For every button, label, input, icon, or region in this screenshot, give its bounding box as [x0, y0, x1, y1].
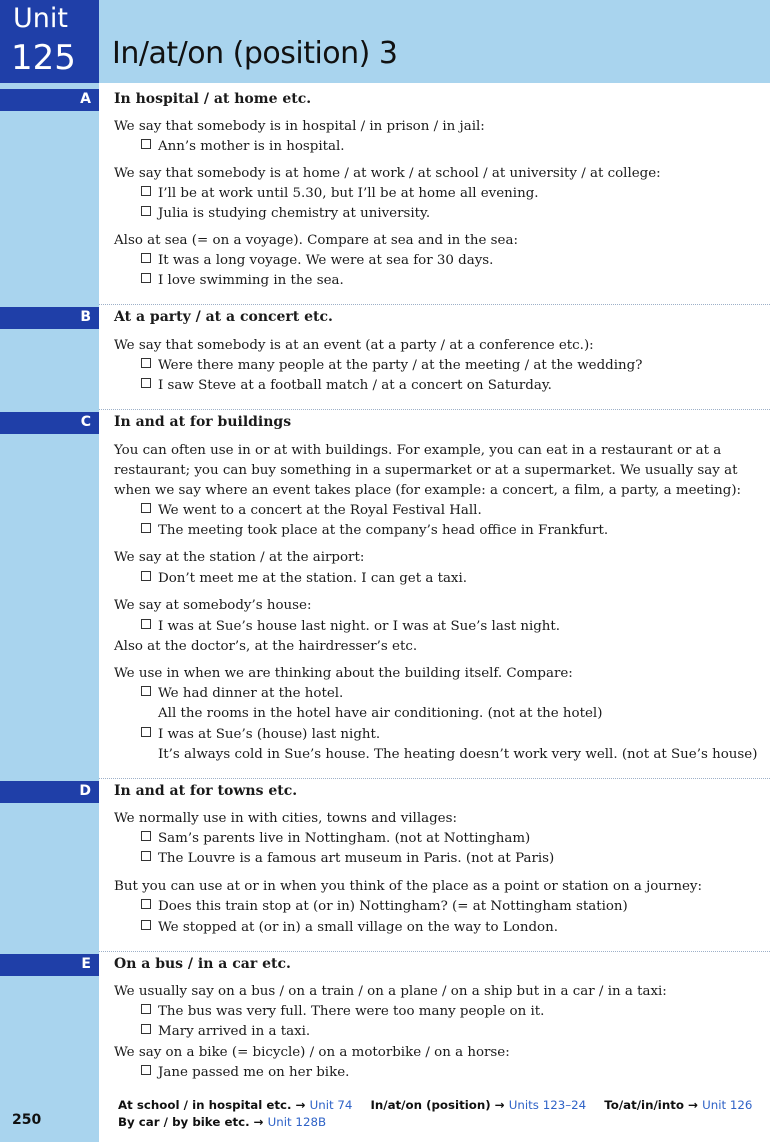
checkbox-bullet-icon — [141, 1065, 151, 1075]
example-line: The Louvre is a famous art museum in Paris. (not at Paris) — [141, 850, 554, 868]
rule-text: Also at the doctor’s, at the hairdresser’s etc. — [114, 639, 418, 654]
rule-text: We use in when we are thinking about the building itself. Compare: — [114, 666, 573, 681]
checkbox-bullet-icon — [141, 686, 151, 696]
example-line: Jane passed me on her bike. — [141, 1064, 349, 1082]
cross-ref-link[interactable]: Units 123–24 — [508, 1098, 587, 1112]
checkbox-bullet-icon — [141, 619, 151, 629]
cross-ref-link[interactable]: Unit 74 — [309, 1098, 353, 1112]
rule-text: We say at somebody’s house: — [114, 598, 312, 613]
unit-label: Unit — [13, 3, 68, 34]
section-divider — [99, 778, 770, 779]
example-line: Don’t meet me at the station. I can get a taxi. — [141, 570, 467, 588]
section-b-bar — [0, 307, 99, 329]
checkbox-bullet-icon — [141, 899, 151, 909]
section-c-heading: In and at for buildings — [114, 414, 292, 430]
rule-text: We say that somebody is in hospital / in prison / in jail: — [114, 119, 485, 134]
checkbox-bullet-icon — [141, 206, 151, 216]
example-line: The meeting took place at the company’s head office in Frankfurt. — [141, 522, 608, 540]
section-b-heading: At a party / at a concert etc. — [114, 309, 333, 325]
checkbox-bullet-icon — [141, 1004, 151, 1014]
section-c-bar — [0, 412, 99, 434]
rule-text: Also at sea (= on a voyage). Compare at sea and in the sea: — [114, 233, 518, 248]
section-d-bar — [0, 781, 99, 803]
checkbox-bullet-icon — [141, 358, 151, 368]
example-line: Mary arrived in a taxi. — [141, 1023, 310, 1041]
checkbox-bullet-icon — [141, 253, 151, 263]
rule-text: when we say where an event takes place (for example: a concert, a film, a party, a meeting): — [114, 483, 742, 498]
example-line: I love swimming in the sea. — [141, 272, 344, 290]
unit-box — [0, 0, 99, 83]
example-line: Sam’s parents live in Nottingham. (not at Nottingham) — [141, 830, 530, 848]
section-e-bar — [0, 954, 99, 976]
example-continuation: All the rooms in the hotel have air conditioning. (not at the hotel) — [158, 706, 603, 721]
cross-references — [118, 1115, 326, 1129]
page-title: In/at/on (position) 3 — [112, 36, 398, 71]
section-letter: A — [80, 91, 91, 107]
example-line: I’ll be at work until 5.30, but I’ll be at home all evening. — [141, 185, 539, 203]
example-line: Were there many people at the party / at the meeting / at the wedding? — [141, 357, 642, 375]
cross-ref-text: At school / in hospital etc. → — [118, 1098, 306, 1112]
example-line: I was at Sue’s house last night. or I was at Sue’s last night. — [141, 618, 560, 636]
section-e-heading: On a bus / in a car etc. — [114, 956, 291, 972]
rule-text: We say at the station / at the airport: — [114, 550, 365, 565]
section-d-heading: In and at for towns etc. — [114, 783, 298, 799]
rule-text: But you can use at or in when you think of the place as a point or station on a journey: — [114, 879, 702, 894]
example-line: We had dinner at the hotel. — [141, 685, 343, 703]
cross-ref-text: To/at/in/into → — [604, 1098, 698, 1112]
example-line: I saw Steve at a football match / at a concert on Saturday. — [141, 377, 552, 395]
cross-ref-text: In/at/on (position) → — [370, 1098, 505, 1112]
example-line: It was a long voyage. We were at sea for 30 days. — [141, 252, 493, 270]
checkbox-bullet-icon — [141, 273, 151, 283]
checkbox-bullet-icon — [141, 503, 151, 513]
section-letter: E — [81, 956, 91, 972]
example-line: Does this train stop at (or in) Nottingham? (= at Nottingham station) — [141, 898, 628, 916]
checkbox-bullet-icon — [141, 139, 151, 149]
rule-text: We say on a bike (= bicycle) / on a motorbike / on a horse: — [114, 1045, 510, 1060]
cross-ref-link[interactable]: Unit 126 — [702, 1098, 753, 1112]
checkbox-bullet-icon — [141, 571, 151, 581]
checkbox-bullet-icon — [141, 523, 151, 533]
rule-text: You can often use in or at with buildings. For example, you can eat in a restaurant or at a — [114, 443, 722, 458]
rule-text: We say that somebody is at home / at work / at school / at university / at college: — [114, 166, 661, 181]
example-line: Ann’s mother is in hospital. — [141, 138, 345, 156]
cross-ref-text: By car / by bike etc. → — [118, 1115, 264, 1129]
section-letter: C — [80, 414, 91, 430]
example-line: The bus was very full. There were too many people on it. — [141, 1003, 544, 1021]
section-letter: D — [79, 783, 91, 799]
rule-text: We normally use in with cities, towns and villages: — [114, 811, 457, 826]
section-letter: B — [80, 309, 91, 325]
example-line: We stopped at (or in) a small village on the way to London. — [141, 919, 558, 937]
example-continuation: It’s always cold in Sue’s house. The heating doesn’t work very well. (not at Sue’s house) — [158, 747, 758, 762]
checkbox-bullet-icon — [141, 727, 151, 737]
rule-text: restaurant; you can buy something in a supermarket or at a supermarket. We usually say at — [114, 463, 738, 478]
checkbox-bullet-icon — [141, 378, 151, 388]
rule-text: We say that somebody is at an event (at a party / at a conference etc.): — [114, 338, 594, 353]
unit-number: 125 — [11, 38, 76, 78]
cross-references — [118, 1098, 752, 1112]
checkbox-bullet-icon — [141, 1024, 151, 1034]
page-number: 250 — [12, 1112, 42, 1128]
section-a-bar — [0, 89, 99, 111]
section-divider — [99, 304, 770, 305]
checkbox-bullet-icon — [141, 920, 151, 930]
section-divider — [99, 409, 770, 410]
checkbox-bullet-icon — [141, 831, 151, 841]
example-line: We went to a concert at the Royal Festival Hall. — [141, 502, 482, 520]
checkbox-bullet-icon — [141, 851, 151, 861]
example-line: Julia is studying chemistry at university. — [141, 205, 430, 223]
section-a-heading: In hospital / at home etc. — [114, 91, 312, 107]
checkbox-bullet-icon — [141, 186, 151, 196]
cross-ref-link[interactable]: Unit 128B — [267, 1115, 327, 1129]
example-line: I was at Sue’s (house) last night. — [141, 726, 380, 744]
section-divider — [99, 951, 770, 952]
rule-text: We usually say on a bus / on a train / on a plane / on a ship but in a car / in a taxi: — [114, 984, 667, 999]
